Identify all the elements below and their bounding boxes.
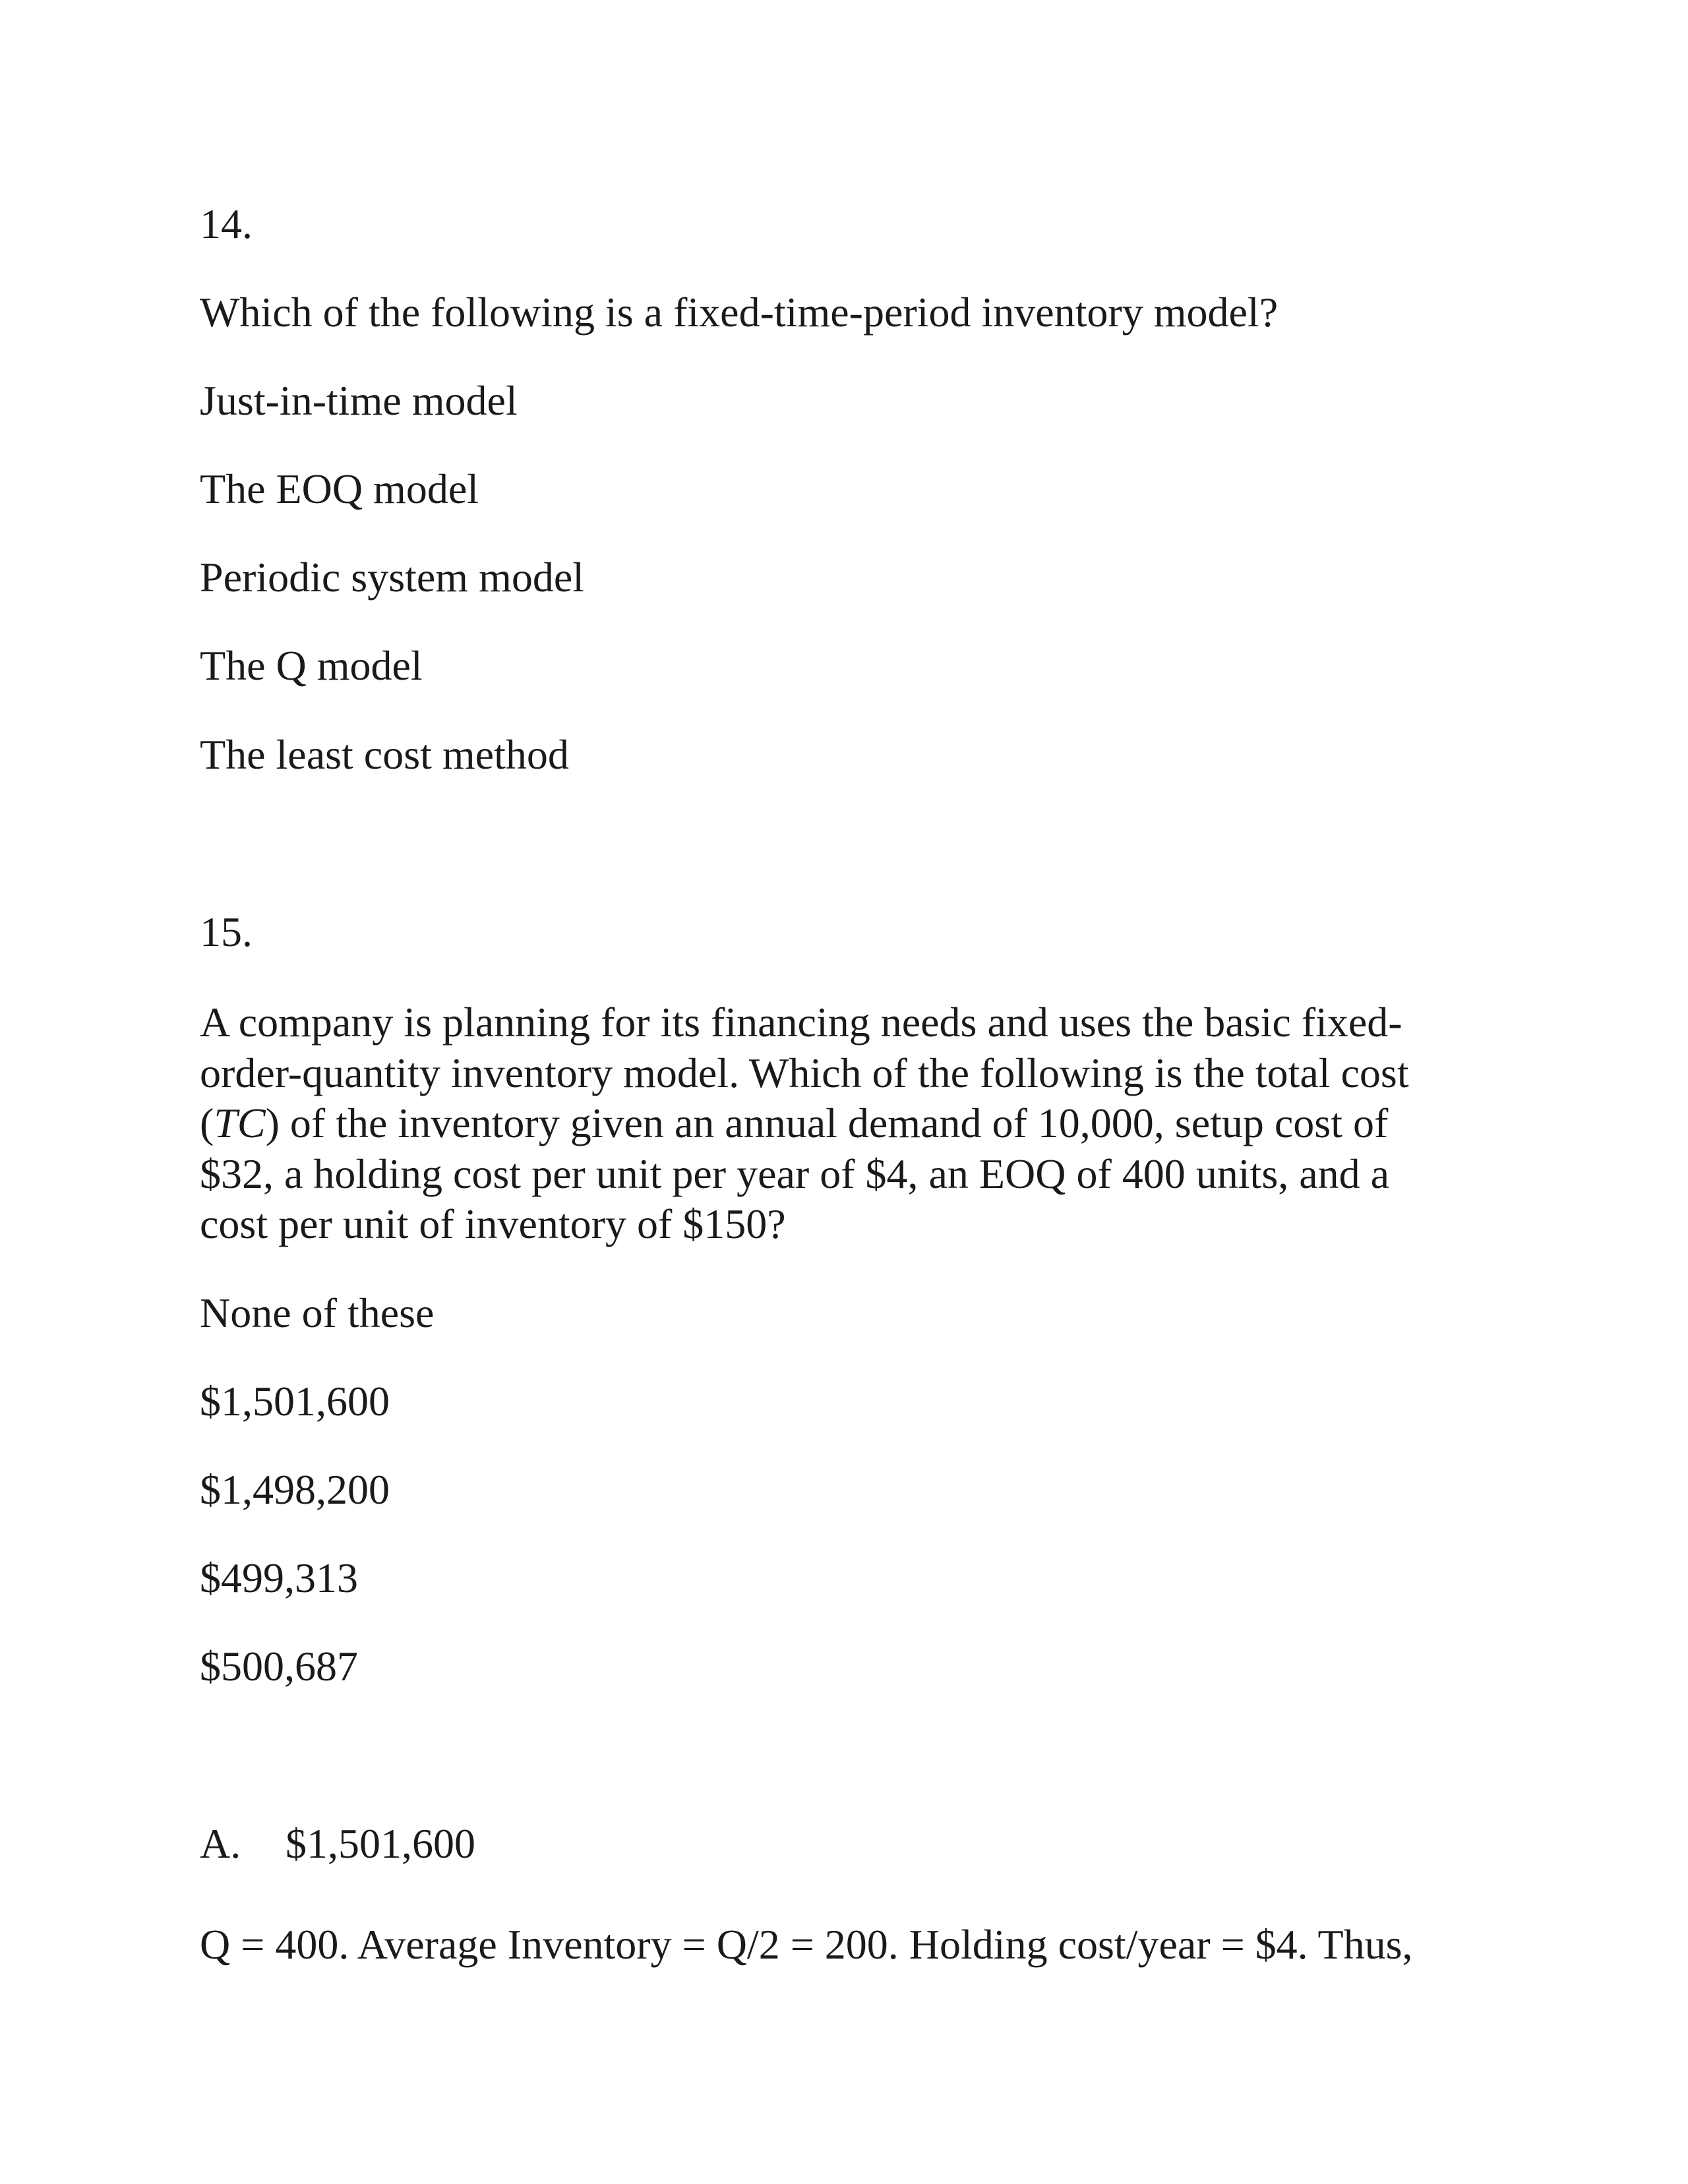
q15-option-2: $1,501,600: [200, 1378, 390, 1425]
q15-option-1: None of these: [200, 1289, 435, 1336]
q14-option-2: The EOQ model: [200, 465, 479, 512]
q14-option-4: The Q model: [200, 642, 423, 689]
question-14-number: 14.: [200, 200, 253, 247]
q15-option-4: $499,313: [200, 1554, 358, 1601]
q14-option-1: Just-in-time model: [200, 377, 518, 424]
q14-option-5: The least cost method: [200, 731, 569, 778]
answer-explanation: Q = 400. Average Inventory = Q/2 = 200. Holding cost/year = $4. Thus,: [200, 1921, 1413, 1968]
tc-open-paren: (: [200, 1100, 214, 1146]
q15-option-5: $500,687: [200, 1643, 358, 1690]
question-15-line-5: cost per unit of inventory of $150?: [200, 1200, 786, 1247]
question-15-line-2: order-quantity inventory model. Which of the following is the total cost: [200, 1049, 1409, 1096]
question-15-number: 15.: [200, 908, 253, 955]
question-15-line-4: $32, a holding cost per unit per year of $4, an EOQ of 400 units, and a: [200, 1150, 1390, 1197]
answer-line: [200, 1819, 475, 1869]
question-15-text: [200, 997, 1519, 1250]
answer-letter: A.: [200, 1820, 241, 1867]
q14-option-3: Periodic system model: [200, 554, 585, 601]
question-15-line-1: A company is planning for its financing needs and uses the basic fixed-: [200, 999, 1402, 1046]
q15-option-3: $1,498,200: [200, 1466, 390, 1513]
question-14-text: Which of the following is a fixed-time-period inventory model?: [200, 289, 1279, 336]
question-15-line-3: [200, 1098, 1519, 1149]
answer-value: $1,501,600: [286, 1820, 475, 1867]
tc-italic: TC: [214, 1100, 266, 1146]
tc-rest: ) of the inventory given an annual demand of 10,000, setup cost of: [265, 1100, 1389, 1146]
